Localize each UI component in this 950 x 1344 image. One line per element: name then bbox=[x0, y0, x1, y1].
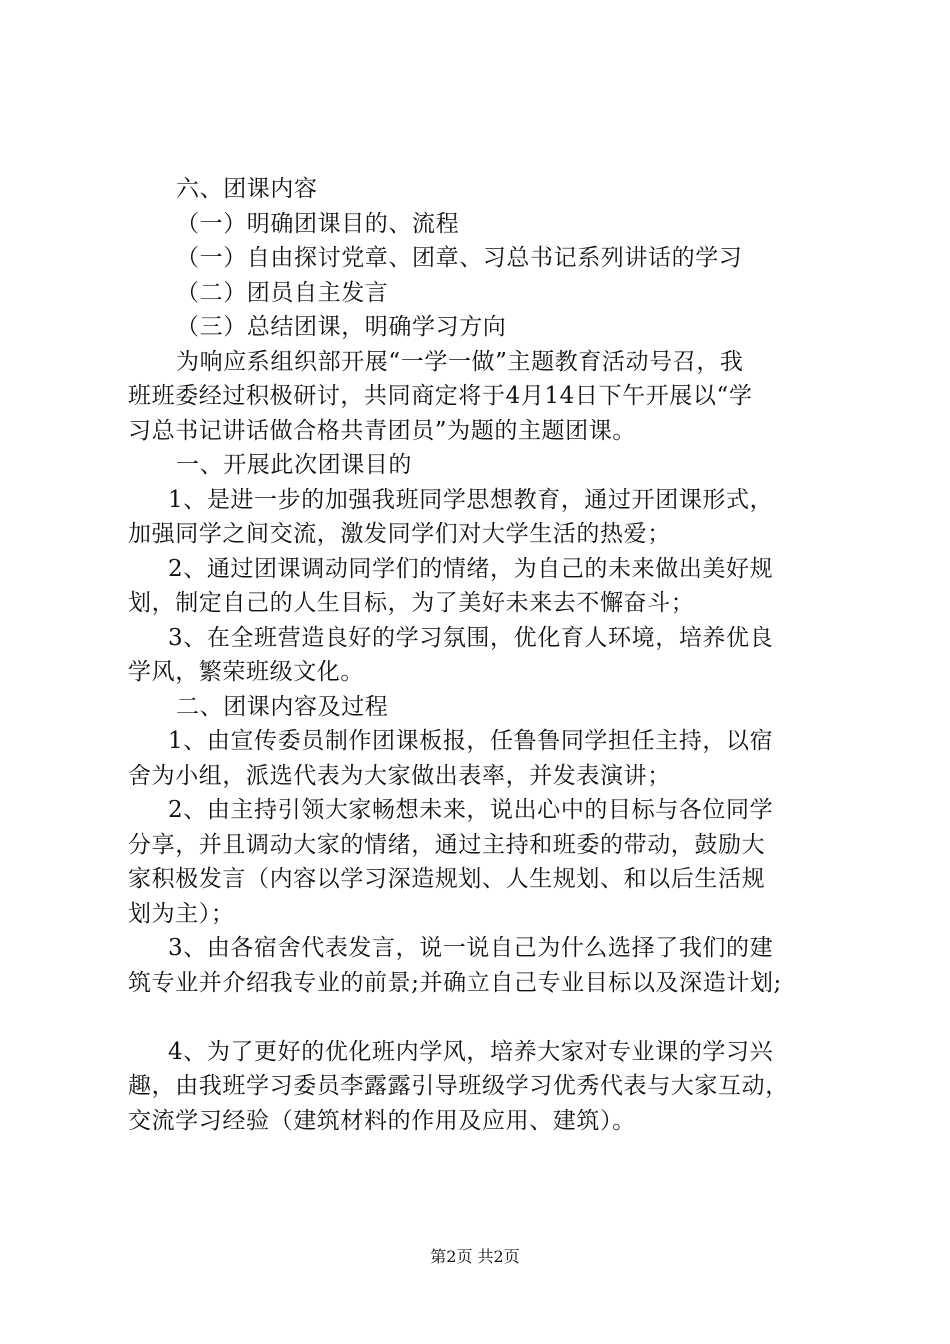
section6-item-2: （一）自由探讨党章、团章、习总书记系列讲话的学习 bbox=[176, 245, 743, 271]
section-heading-6: 六、团课内容 bbox=[176, 176, 318, 202]
section2-paragraph-line: 趣，由我班学习委员李露露引导班级学习优秀代表与大家互动， bbox=[128, 1073, 789, 1099]
section1-paragraph-line: 学风，繁荣班级文化。 bbox=[128, 659, 364, 685]
section1-paragraph-line: 3、在全班营造良好的学习氛围，优化育人环境，培养优良 bbox=[168, 624, 774, 651]
intro-line: 班班委经过积极研讨，共同商定将于4月14日下午开展以“学 bbox=[128, 383, 753, 409]
section1-paragraph-line: 2、通过团课调动同学们的情绪，为自己的未来做出美好规 bbox=[168, 555, 774, 582]
section2-paragraph-line: 家积极发言（内容以学习深造规划、人生规划、和以后生活规 bbox=[128, 866, 766, 892]
section2-paragraph-line: 2、由主持引领大家畅想未来，说出心中的目标与各位同学 bbox=[168, 797, 774, 823]
document-body bbox=[128, 172, 840, 1138]
paragraph-gap bbox=[128, 1000, 840, 1035]
section2-paragraph-line: 交流学习经验（建筑材料的作用及应用、建筑）。 bbox=[128, 1107, 636, 1134]
section6-item-3: （二）团员自主发言 bbox=[176, 279, 389, 306]
section-heading-1: 一、开展此次团课目的 bbox=[176, 452, 412, 478]
intro-line: 为响应系组织部开展“一学一做”主题教育活动号召，我 bbox=[176, 348, 744, 375]
section2-paragraph-line: 3、由各宿舍代表发言，说一说自己为什么选择了我们的建 bbox=[168, 935, 774, 961]
section1-paragraph-line: 1、是进一步的加强我班同学思想教育，通过开团课形式， bbox=[168, 486, 774, 513]
section1-paragraph-line: 划，制定自己的人生目标，为了美好未来去不懈奋斗； bbox=[128, 590, 695, 616]
section2-paragraph-line: 舍为小组，派选代表为大家做出表率，并发表演讲； bbox=[128, 762, 671, 789]
page-footer: 第2页 共2页 bbox=[430, 1247, 520, 1266]
section-heading-2: 二、团课内容及过程 bbox=[176, 693, 389, 720]
section2-paragraph-line: 1、由宣传委员制作团课板报，任鲁鲁同学担任主持，以宿 bbox=[168, 728, 774, 754]
section1-paragraph-line: 加强同学之间交流，激发同学们对大学生活的热爱； bbox=[128, 521, 671, 547]
section6-item-1: （一）明确团课目的、流程 bbox=[176, 210, 460, 237]
section2-paragraph-line: 筑专业并介绍我专业的前景;并确立自己专业目标以及深造计划; bbox=[128, 969, 782, 996]
section2-paragraph-line: 4、为了更好的优化班内学风，培养大家对专业课的学习兴 bbox=[168, 1038, 774, 1065]
section2-paragraph-line: 分享，并且调动大家的情绪，通过主持和班委的带动，鼓励大 bbox=[128, 831, 766, 858]
section6-item-4: （三）总结团课，明确学习方向 bbox=[176, 314, 507, 340]
section2-paragraph-line: 划为主）； bbox=[128, 900, 235, 927]
intro-line: 习总书记讲话做合格共青团员”为题的主题团课。 bbox=[128, 417, 636, 444]
